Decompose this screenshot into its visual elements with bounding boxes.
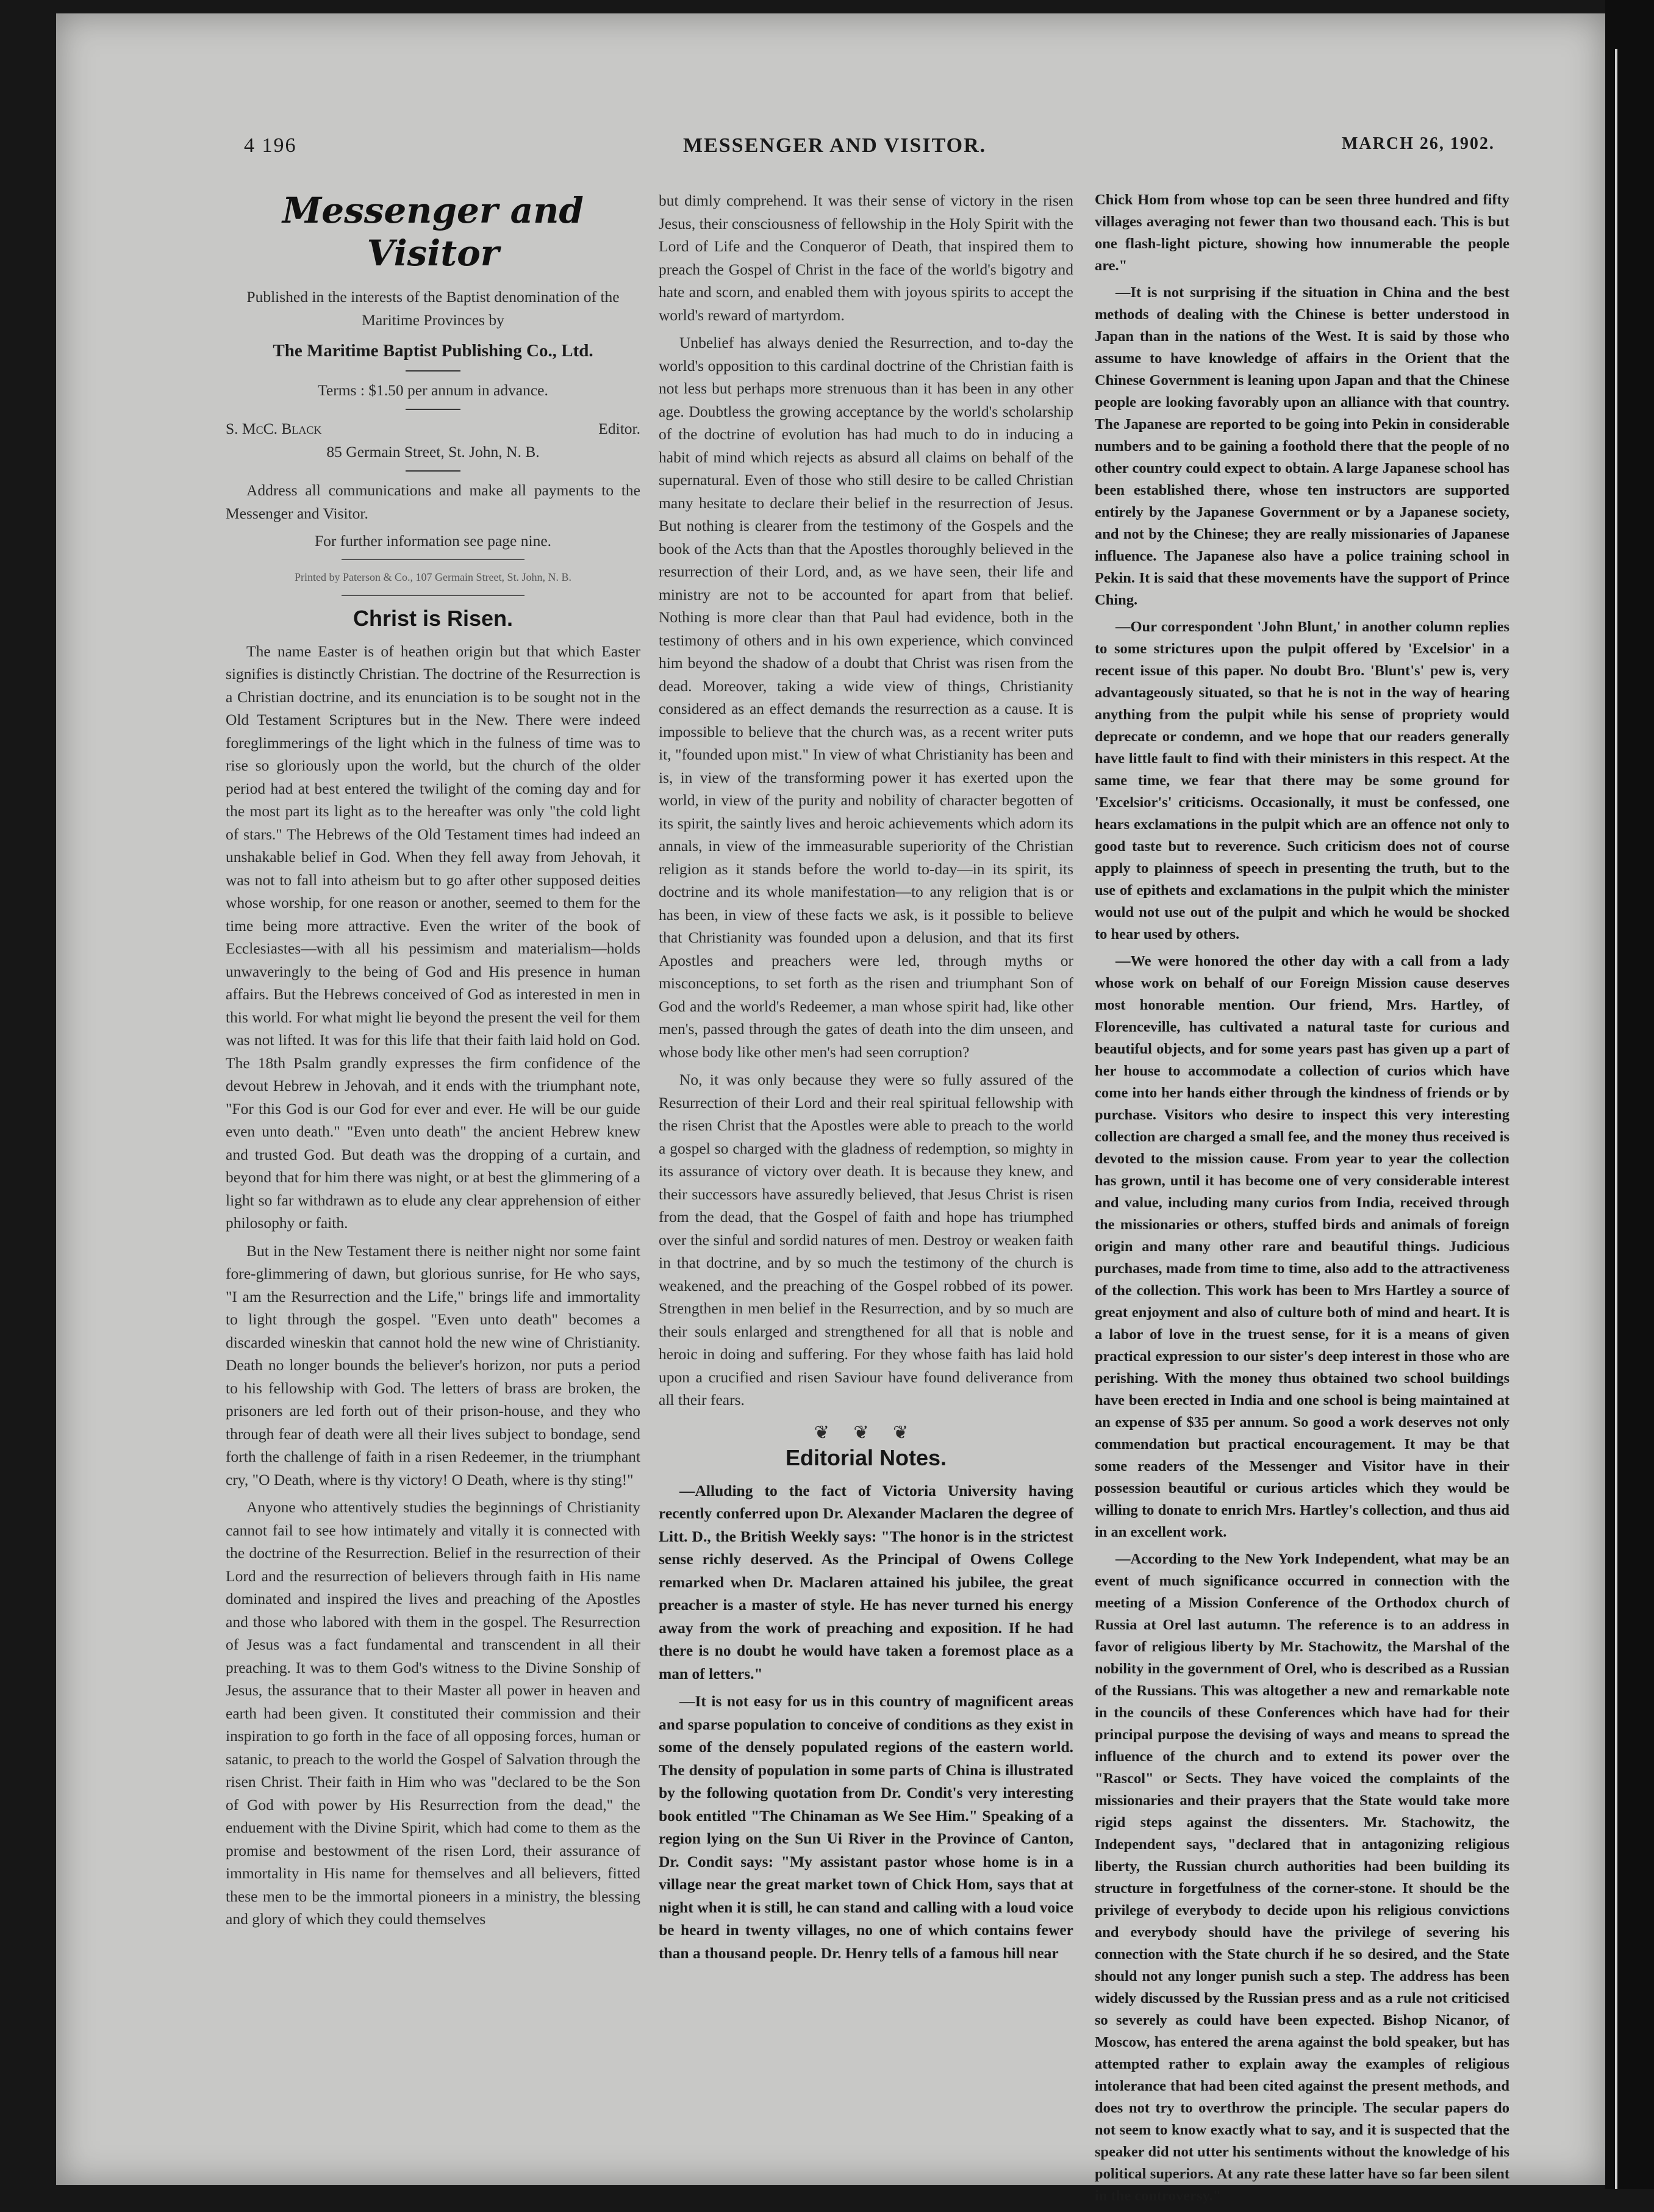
article-paragraph: Unbelief has always denied the Resurrection, and to-day the world's opposition to this cardinal doctrine of the Christian faith is not less but perhaps more strenuous than it has been in any other age. Doubtless the growing acceptance by the world's scholarship of the doctrine of evolution has had much to do in inducing a habit of mind which rejects as absurd all claims on behalf of the supernatural. Even of those who still desire to be called Christian many hesitate to declare their belief in the resurrection of Jesus. But nothing is clearer from the testimony of the Gospels and the book of the Acts than that the Apostles thoroughly believed in the resurrection of their Lord, and, as we have seen, their life and ministry are not to be accounted for apart from that belief. Nothing is more clear than that Paul had evidence, both in the testimony of others and in his own experience, which convinced him beyond the shadow of a doubt that Christ was risen from the dead. Moreover, taking a wide view of things, Christianity considered as an effect demands the resurrection as a cause. It is impossible to believe that the church was, as a recent writer puts it, "founded upon mist." In view of what Christianity has been and is, in view of the transforming power it has exerted upon the world, in view of the purity and nobility of character begotten of its spirit, the saintly lives and heroic achievements which adorn its annals, in view of the immeasurable superiority of the Christian religion as it stands before the world to-day—in its spirit, its doctrine and its whole manifestation—to any religion that is or has been, in view of these facts we ask, is it possible to believe that Christianity was founded upon a delusion, and that its first Apostles and preachers were led, through myths or misconceptions, to set forth as the risen and triumphant Son of God and the world's Redeemer, a man whose spirit had, like other men's, passed through the gates of death into the dim unseen, and whose body like other men's had seen corruption? bbox=[659, 334, 1073, 1061]
office-address: 85 Germain Street, St. John, N. B. bbox=[326, 442, 540, 461]
printer-line: Printed by Paterson & Co., 107 Germain Street, St. John, N. B. bbox=[295, 570, 571, 583]
editorial-note: Chick Hom from whose top can be seen three hundred and fifty villages averaging not fewer than two thousand each. This is but one flash-light picture, showing how innumerable the people are." bbox=[1095, 192, 1509, 274]
paper-title: MESSENGER AND VISITOR. bbox=[683, 134, 987, 157]
masthead-title: Messenger and Visitor bbox=[282, 190, 584, 274]
article-paragraph: No, it was only because they were so fully assured of the Resurrection of their Lord and their real spiritual fellowship with the risen Christ that the Apostles were able to preach to the world a gospel so charged with the gladness of redemption, so mighty in its assurance of victory over death. It is because they knew, and their successors have assuredly believed, that Jesus Christ is risen from the dead, that the Gospel of faith and hope has triumphed over the sinful and sordid natures of men. Destroy or weaken faith in that doctrine, and by so much the testimony of the church is weakened, and the preaching of the Gospel robbed of its power. Strengthen in men belief in the Resurrection, and by so much are their souls enlarged and strengthened for all that is noble and heroic in doing and suffering. For they whose faith has laid hold upon a crucified and risen Saviour have found deliverance from all their fears. bbox=[659, 1071, 1073, 1409]
further-info: For further information see page nine. bbox=[314, 532, 552, 550]
issue-date: MARCH 26, 1902. bbox=[1342, 134, 1495, 153]
editor-label: Editor. bbox=[598, 420, 640, 437]
editor-name: S. McC. Black bbox=[226, 420, 322, 437]
published-line: Published in the interests of the Baptist denomination of the Maritime Provinces by bbox=[246, 288, 620, 329]
editorial-note: —It is not surprising if the situation in China and the best methods of dealing with the Chinese is better understood in Japan than in the nations of the West. It is said by those who assume to have knowledge of affairs in the Orient that the Chinese Government is leaning upon Japan and that the Chinese people are looking favorably upon an alliance with that country. The Japanese are reported to be going into Pekin in considerable numbers and to be gaining a foothold there that the people of no other country could expect to obtain. A large Japanese school has been established there, whose ten instructors are supported entirely by the Japanese Government or by a Japanese society, and not by the Chinese; they are really missionaries of Japanese influence. The Japanese also have a police training school in Pekin. It is said that these movements have the support of Prince Ching. bbox=[1095, 284, 1509, 608]
divider bbox=[406, 370, 460, 372]
article-paragraph: The name Easter is of heathen origin but that which Easter signifies is distinctly Christian. The doctrine of the Resurrection is a Christian doctrine, and its enunciation is to be sought not in the Old Testament Scriptures but in the New. There were indeed foreglimmerings of the light which in the fulness of time was to rise so gloriously upon the world, but the church of the older period had at best entered the twilight of the coming day and for the most part its light as to the hereafter was only "the cold light of stars." The Hebrews of the Old Testament times had indeed an unshakable belief in God. When they fell away from Jehovah, it was not to fall into atheism but to go after other supposed deities whose worship, for one reason or another, seemed to them for the time being more attractive. Even the writer of the book of Ecclesiastes—with all his pessimism and materialism—holds unwaveringly to the being of God and His presence in human affairs. But the Hebrews conceived of God as interested in men in this world. For what might lie beyond the present the veil for them was not lifted. It was for this life that their faith laid hold on God. The 18th Psalm grandly expresses the firm confidence of the devout Hebrew in Jehovah, and it ends with the triumphant note, "For this God is our God for ever and ever. He will be our guide even unto death." "Even unto death" the ancient Hebrew knew and trusted God. But death was the dropping of a curtain, and beyond that for him there was night, or at best the glimmering of a light so far withdrawn as to elude any clear apprehension of either philosophy or faith. bbox=[226, 642, 640, 1232]
editor-line bbox=[226, 417, 640, 440]
editorial-note: —According to the New York Independent, what may be an event of much significance occurred in connection with the meeting of a Mission Conference of the Orthodox church of Russia at Orel last autumn. The reference is to an address in favor of religious liberty by Mr. Stachowitz, the Marshal of the nobility in the government of Orel, who is described as a Russian of the Russians. This was altogether a new and remarkable note in the councils of these Conferences which have had for their principal purpose the devising of ways and means to spread the influence of the church and to extend its power over the "Rascol" or Sects. They have voiced the complaints of the missionaries and their prayers that the State would take more rigid steps against the dissenters. Mr. Stachowitz, the Independent says, "declared that in antagonizing religious liberty, the Russian church authorities had been building its structure in forgetfulness of the corner-stone. It should be the privilege of everybody to decide upon his religious convictions and everybody should have the privilege of severing his connection with the State church if he so desired, and the State should not any longer punish such a step. The address has been widely discussed by the Russian press and as a rule not criticised so severely as could have been expected. Bishop Nicanor, of Moscow, has entered the arena against the bold speaker, but has attempted rather to explain away the examples of religious intolerance that had been cited against the present methods, and does not try to overthrow the principle. The secular papers do not seem to know exactly what to say, and it is suspected that the speaker did not utter his sentiments without the knowledge of his political superiors. At any rate these latter have so far been silent in the controversy." bbox=[1095, 1551, 1509, 2204]
divider bbox=[342, 595, 524, 596]
article-headline: Christ is Risen. bbox=[353, 606, 514, 631]
page-number: 4 196 bbox=[244, 134, 297, 157]
communications-note: Address all communications and make all payments to the Messenger and Visitor. bbox=[226, 481, 640, 522]
section-ornament: ❦ ❦ ❦ bbox=[814, 1422, 918, 1443]
divider bbox=[406, 409, 460, 410]
editorial-note: —Our correspondent 'John Blunt,' in another column replies to some strictures upon the pulpit offered by 'Excelsior' in a recent issue of this paper. No doubt Bro. 'Blunt's' pew is, very advantageously situated, so that he is not in the way of hearing anything from the pulpit while his sense of propriety would deprecate or condemn, and we hope that our readers generally have little fault to find with their ministers in this respect. At the same time, we fear that there may be some ground for 'Excelsior's' criticisms. Occasionally, it must be confessed, one hears exclamations in the pulpit which are an offence not only to good taste but to reverence. Such criticism does not of course apply to plainness of speech in presenting the truth, but to the use of epithets and exclamations in the pulpit which the minister would not use out of the pulpit and which he would be shocked to hear used by others. bbox=[1095, 619, 1509, 943]
editorial-note: —It is not easy for us in this country of magnificent areas and sparse population to conceive of conditions as they exist in some of the densely populated regions of the eastern world. The density of population in some parts of China is illustrated by the following quotation from Dr. Condit's very interesting book entitled "The Chinaman as We See Him." Speaking of a region lying on the Sun Ui River in the Province of Canton, Dr. Condit says: "My assistant pastor whose home is in a village near the great market town of Chick Hom, says that at night when it is still, he can stand and calling with a loud voice be heard in twenty villages, no one of which contains fewer than a thousand people. Dr. Henry tells of a famous hill near bbox=[659, 1692, 1073, 1962]
adjacent-page-edge bbox=[1615, 49, 1648, 2189]
editorial-headline: Editorial Notes. bbox=[785, 1445, 947, 1470]
divider bbox=[406, 470, 460, 472]
editorial-note: —We were honored the other day with a call from a lady whose work on behalf of our Foreign Mission cause deserves most honorable mention. Our friend, Mrs. Hartley, of Florenceville, has cultivated a natural taste for curious and beautiful objects, and for some years past has given up a part of her house to accommodate a collection of curios which have come into her hands either through the kindness of friends or by purchase. Visitors who desire to inspect this very interesting collection are charged a small fee, and the money thus received is devoted to the mission cause. From year to year the collection has grown, until it has become one of very considerable interest and value, including many curios from India, received through the missionaries or others, stuffed birds and animals of foreign origin and many other rare and beautiful things. Judicious purchases, made from time to time, also add to the attractiveness of the collection. This work has been to Mrs Hartley a source of great enjoyment and also of culture both of mind and heart. It is a labor of love in the truest sense, for it is a means of given practical expression to our sister's deep interest in those who are perishing. With the money thus obtained two school buildings have been erected in India and one school is being maintained at an expense of $35 per annum. So good a work deserves not only commendation but practical encouragement. It may be that some readers of the Messenger and Visitor have in their possession beautiful or curious articles which they would be willing to donate to enrich Mrs. Hartley's collection, and thus aid in an excellent work. bbox=[1095, 953, 1509, 1540]
article-paragraph: Anyone who attentively studies the beginnings of Christianity cannot fail to see how intimately and vitally it is connected with the doctrine of the Resurrection. Belief in the resurrection of their Lord and the resurrection of believers through faith in His name dominated and inspired the lives and preaching of the Apostles and those who labored with them in the gospel. The Resurrection of Jesus was a fact fundamental and transcendent in all their preaching. It was to them God's witness to the Divine Sonship of Jesus, the assurance that to their Master all power in heaven and earth had been given. It constituted their commission and their inspiration to go forth in the face of all opposing forces, human or satanic, to preach to the world the Gospel of Salvation through the risen Christ. Their faith in Him who was "declared to be the Son of God with power by His Resurrection from the dead," the enduement with the Divine Spirit, which had come to them as the promise and bestowment of the risen Lord, their assurance of immortality in His name for themselves and all believers, fitted these men to be the immortal pioneers in a ministry, the blessing and glory of which they could themselves bbox=[226, 1498, 640, 1928]
divider bbox=[342, 559, 524, 560]
column-2 bbox=[659, 189, 1073, 1969]
article-paragraph: But in the New Testament there is neither night nor some faint fore-glimmering of dawn, but glorious sunrise, for He who says, "I am the Resurrection and the Life," brings life and immortality to light through the gospel. "Even unto death" becomes a discarded wineskin that cannot hold the new wine of Christianity. Death no longer bounds the believer's horizon, nor puts a period to his fellowship with God. The letters of brass are broken, the prisoners are led forth out of their prison-house, and they who through fear of death were all their lives subject to bondage, send forth the challenge of faith in a risen Redeemer, in the triumphant cry, "O Death, where is thy victory! O Death, where is thy sting!" bbox=[226, 1241, 640, 1488]
column-1 bbox=[226, 189, 640, 1936]
editorial-note: —Alluding to the fact of Victoria University having recently conferred upon Dr. Alexander Maclaren the degree of Litt. D., the British Weekly says: "The honor is in the strictest sense richly deserved. As the Principal of Owens College remarked when Dr. Maclaren attained his jubilee, the great preacher is a master of style. He has never turned his energy away from the work of preaching and exposition. If he had there is no doubt he would have taken a foremost place as a man of letters." bbox=[659, 1481, 1073, 1682]
publisher: The Maritime Baptist Publishing Co., Ltd. bbox=[273, 341, 593, 361]
terms: Terms : $1.50 per annum in advance. bbox=[318, 381, 548, 399]
article-paragraph: but dimly comprehend. It was their sense of victory in the risen Jesus, their consciousness of fellowship in the Holy Spirit with the Lord of Life and the Conqueror of Death, that inspired them to preach the Gospel of Christ in the face of the world's bigotry and hate and scorn, and enabled them with joyous spirits to accept the world's reward of martyrdom. bbox=[659, 192, 1073, 324]
column-3 bbox=[1095, 189, 1509, 2212]
